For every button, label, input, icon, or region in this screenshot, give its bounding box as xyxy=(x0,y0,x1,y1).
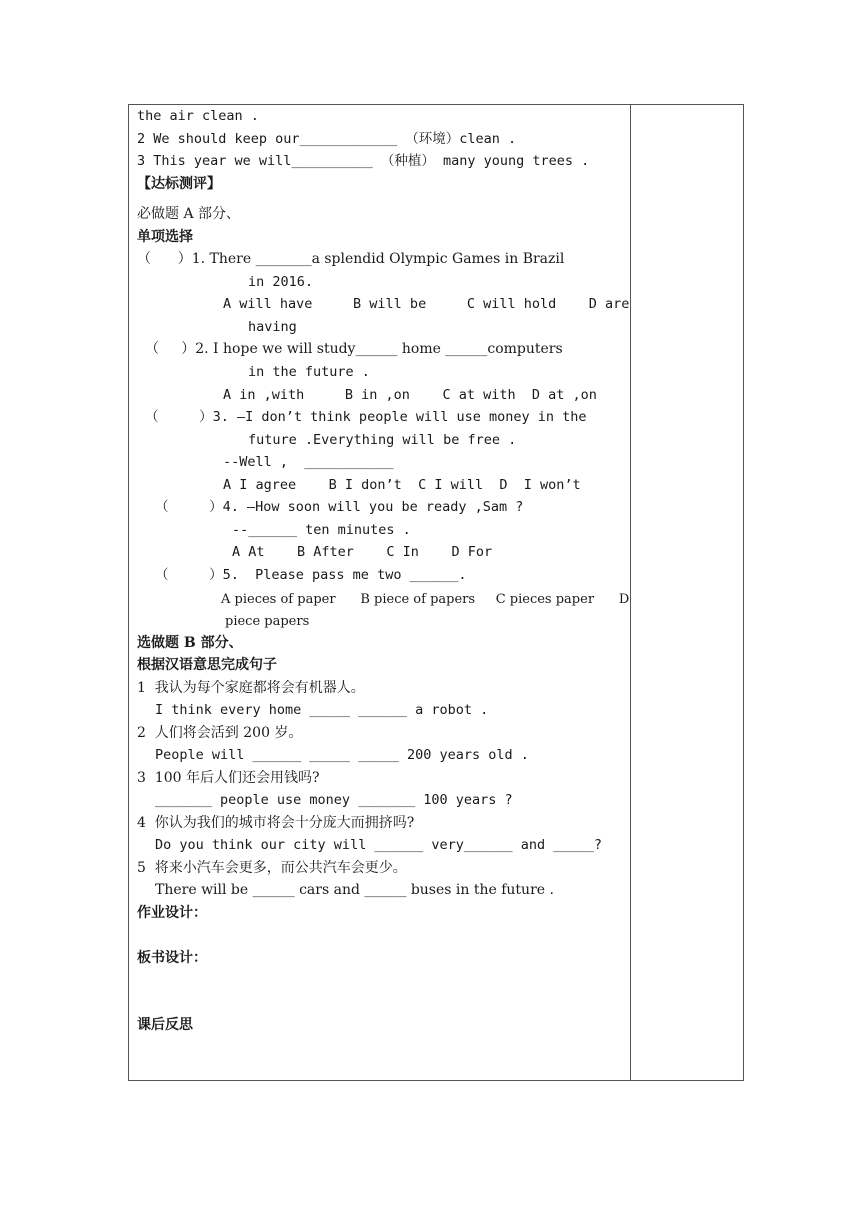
exercise-line: 3 This year we will__________ （种植） many young trees . xyxy=(137,153,590,169)
answer-options: A in ,with B in ,on C at with D at ,on xyxy=(223,387,597,403)
translation-sentence: Do you think our city will ______ very______ and _____? xyxy=(155,837,603,853)
answer-options: piece papers xyxy=(225,614,310,629)
board-design-heading: 板书设计： xyxy=(137,950,207,966)
question-line: （ ）3. —I don’t think people will use money in the xyxy=(145,409,587,425)
question-line: in 2016. xyxy=(248,274,314,290)
translation-prompt: 5 将来小汽车会更多，而公共汽车会更少。 xyxy=(137,860,407,876)
question-line: in the future . xyxy=(248,364,370,380)
answer-options: A At B After C In D For xyxy=(232,544,493,560)
column-divider xyxy=(630,104,631,1081)
translation-prompt: 4 你认为我们的城市将会十分庞大而拥挤吗? xyxy=(137,815,415,831)
question-line: future .Everything will be free . xyxy=(248,432,517,448)
question-line: （ ）1. There ________a splendid Olympic Games in Brazil xyxy=(137,251,565,267)
section-heading: 单项选择 xyxy=(137,229,193,245)
answer-options: having xyxy=(248,319,297,335)
part-heading: 必做题 A 部分、 xyxy=(137,206,241,222)
reflection-heading: 课后反思 xyxy=(137,1017,193,1033)
translation-sentence: I think every home _____ ______ a robot . xyxy=(155,702,489,718)
section-heading: 根据汉语意思完成句子 xyxy=(137,657,277,673)
translation-sentence: _______ people use money _______ 100 years ? xyxy=(155,792,513,808)
question-line: （ ）2. I hope we will study______ home ______computers xyxy=(145,341,563,357)
question-line: --______ ten minutes . xyxy=(232,522,411,538)
translation-prompt: 1 我认为每个家庭都将会有机器人。 xyxy=(137,680,365,696)
translation-prompt: 2 人们将会活到 200 岁。 xyxy=(137,725,303,741)
question-line: --Well , ___________ xyxy=(223,454,394,470)
answer-options: A I agree B I don’t C I will D I won’t xyxy=(223,477,581,493)
exercise-line: 2 We should keep our____________ （环境）clean . xyxy=(137,131,517,147)
question-line: （ ）4. —How soon will you be ready ,Sam ? xyxy=(155,499,524,515)
exercise-line: the air clean . xyxy=(137,108,259,124)
answer-options: A pieces of paper B piece of papers C pieces paper D xyxy=(221,592,630,607)
translation-sentence: People will ______ _____ _____ 200 years old . xyxy=(155,747,529,763)
translation-prompt: 3 100 年后人们还会用钱吗? xyxy=(137,770,320,786)
translation-sentence: There will be ______ cars and ______ buses in the future . xyxy=(155,882,554,898)
question-line: （ ）5. Please pass me two ______. xyxy=(155,567,467,583)
part-heading: 选做题 B 部分、 xyxy=(137,635,243,651)
answer-options: A will have B will be C will hold D are xyxy=(223,296,630,312)
section-heading: 【达标测评】 xyxy=(137,176,221,192)
homework-heading: 作业设计： xyxy=(137,905,207,921)
